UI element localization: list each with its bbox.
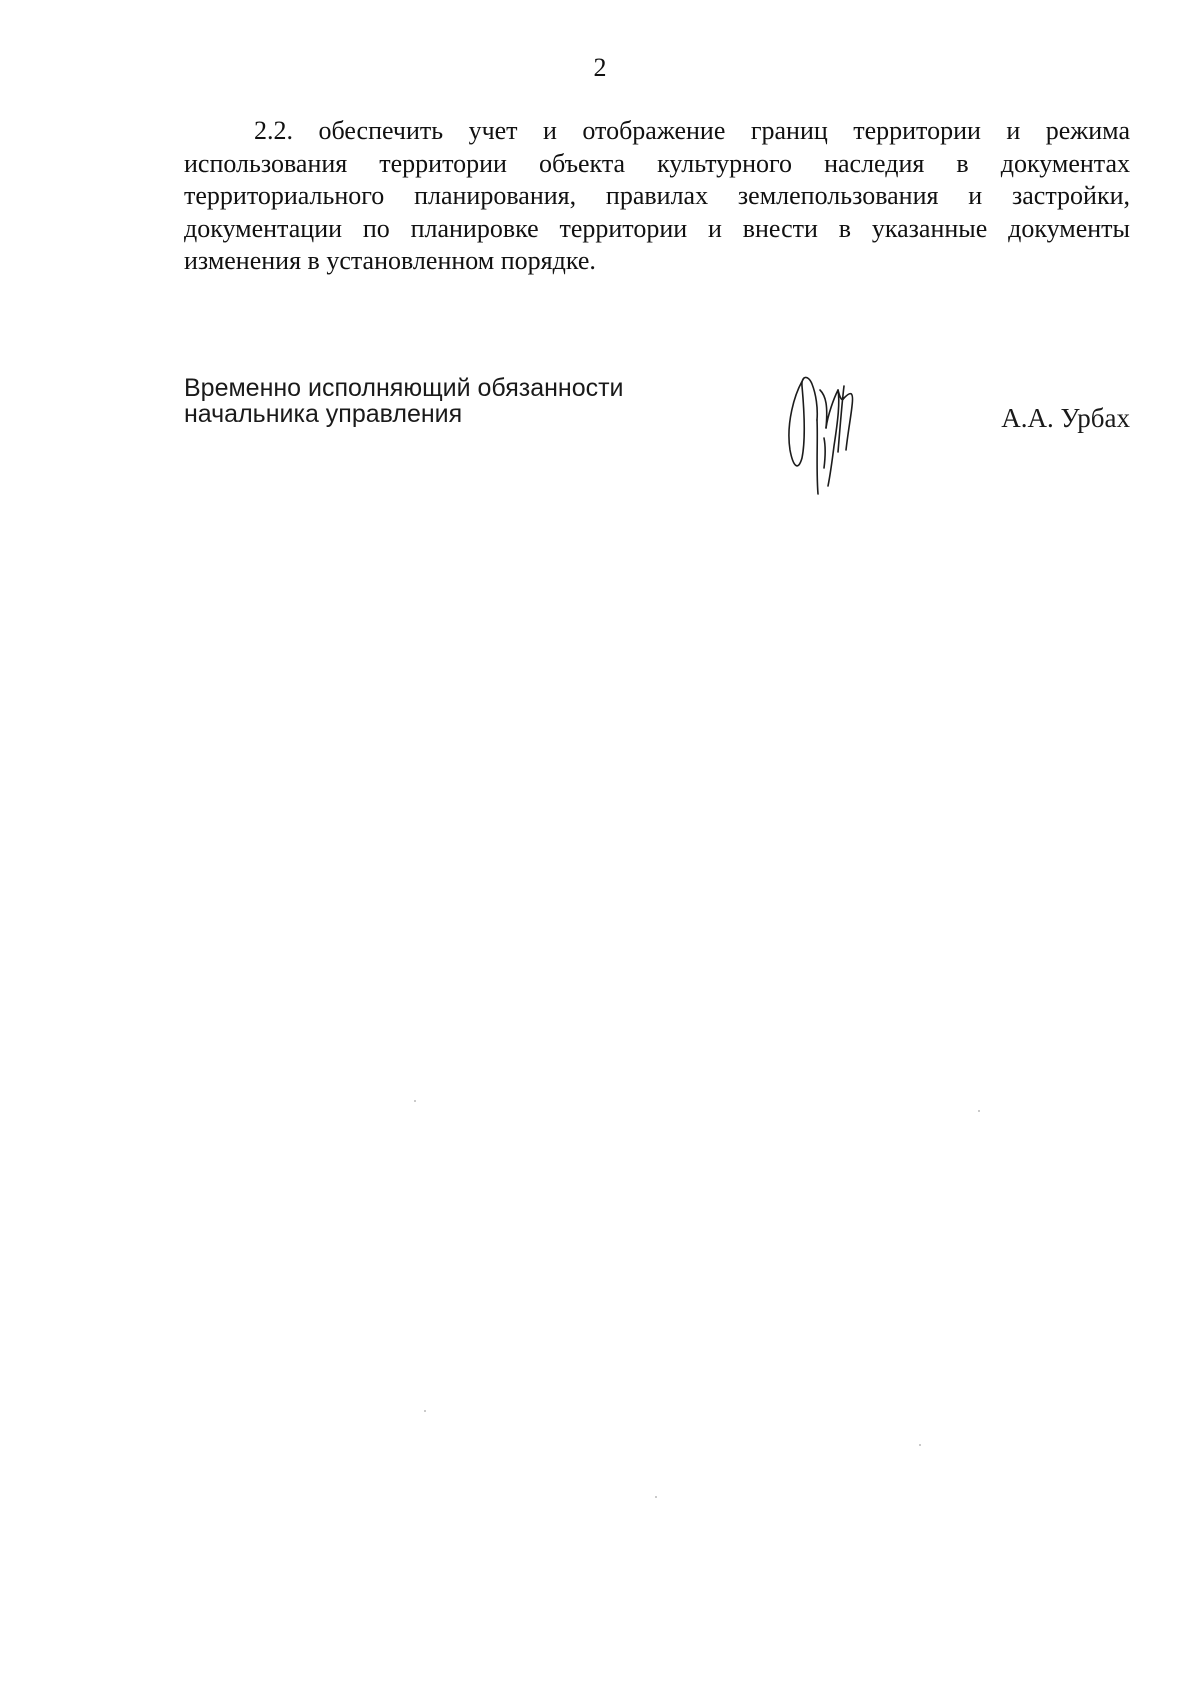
signatory-name: А.А. Урбах [1001, 403, 1130, 433]
scan-speck [424, 1410, 426, 1412]
scan-speck [978, 1110, 980, 1112]
page-number: 2 [593, 53, 607, 82]
scan-speck [655, 1496, 657, 1498]
signatory-role-line-2: начальника управления [184, 400, 463, 428]
paragraph-2-2: 2.2. обеспечить учет и отображение границ территории и режима использования территории объекта культурного наследия в документах территориального планирования, правилах землепользования и застройки, документации по планировке территории и внести в указанные документы изменения в установленном порядке. [184, 116, 1130, 275]
scan-speck [414, 1100, 416, 1102]
scan-speck [919, 1444, 921, 1446]
signatory-role [184, 375, 744, 427]
handwritten-signature-icon [780, 368, 880, 508]
signatory-role-line-1: Временно исполняющий обязанности [184, 374, 624, 402]
